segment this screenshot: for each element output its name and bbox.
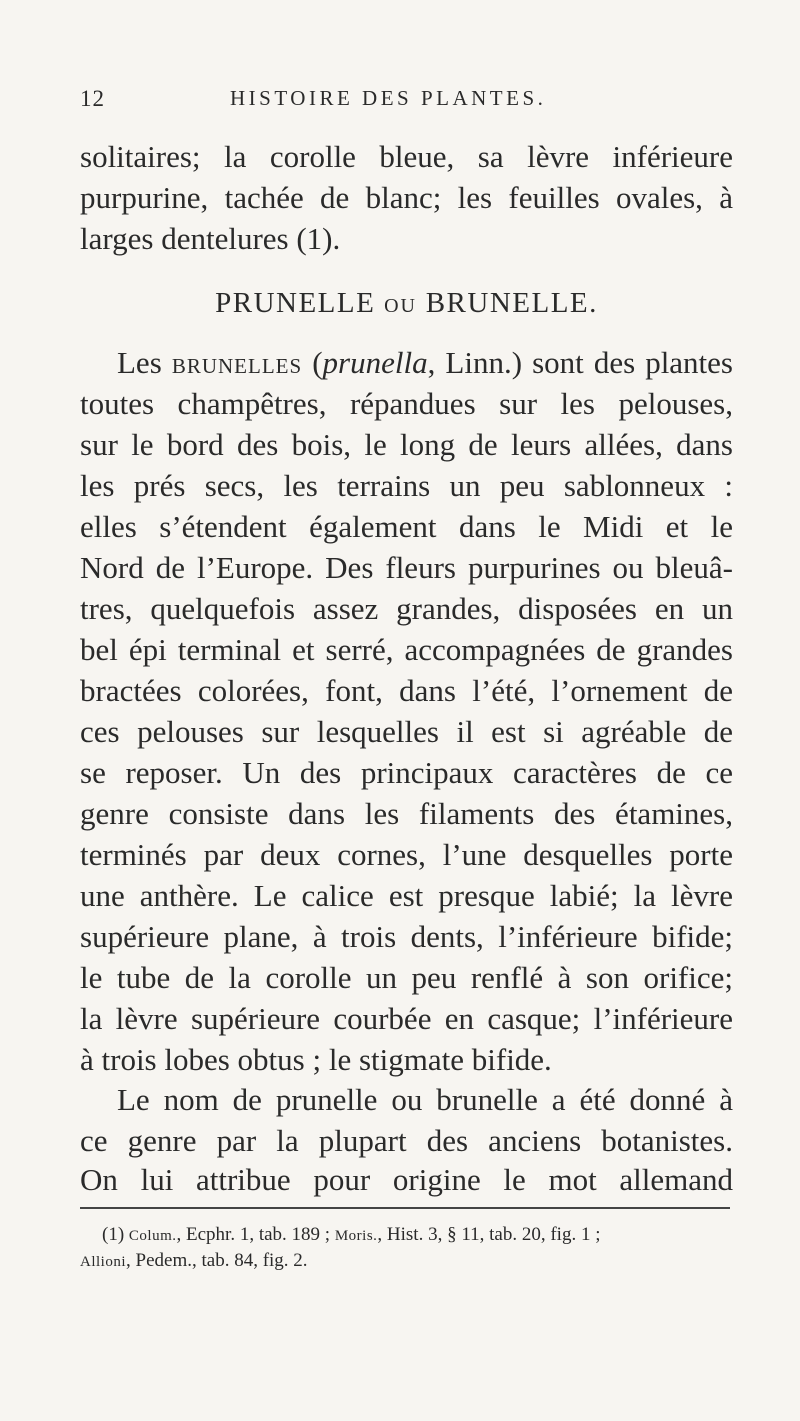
main-line-1-rest: , Linn.) sont des plantes: [427, 345, 733, 380]
main-line-5: elles s’étendent également dans le Midi et le: [80, 509, 733, 544]
footnote-ref-3: , Pedem., tab. 84, fig. 2.: [126, 1250, 308, 1271]
intro-line-2: purpurine, tachée de blanc; les feuilles ovales, à: [80, 180, 733, 215]
main-line-6: Nord de l’Europe. Des fleurs purpurines ou bleuâ-: [80, 550, 733, 585]
main-line-11: se reposer. Un des principaux caractères de ce: [80, 755, 733, 790]
main-line-1: [80, 343, 733, 383]
footnote-ref-1: , Ecphr. 1, tab. 189 ;: [176, 1224, 335, 1245]
footnote-ref-2: , Hist. 3, § 11, tab. 20, fig. 1 ;: [377, 1224, 601, 1245]
main-line-9: bractées colorées, font, dans l’été, l’ornement de: [80, 673, 733, 708]
footnote-author-columella: Colum.: [128, 1228, 177, 1244]
main-line-14: une anthère. Le calice est presque labié; la lèvre: [80, 878, 733, 913]
genus-latin-italic: prunella: [322, 345, 428, 380]
heading-part-2: BRUNELLE.: [425, 287, 598, 319]
main-line-1-paren: (: [302, 345, 323, 380]
footnote-line-1: [80, 1222, 733, 1249]
intro-line-3: larges dentelures (1).: [80, 221, 341, 256]
heading-part-1: PRUNELLE: [215, 287, 376, 319]
name-line-2: ce genre par la plupart des anciens botanistes.: [80, 1123, 733, 1158]
main-line-10: ces pelouses sur lesquelles il est si agréable de: [80, 714, 733, 749]
main-line-1-lead: Les: [117, 345, 172, 380]
main-line-3: sur le bord des bois, le long de leurs allées, dans: [80, 427, 733, 462]
page-number: 12: [80, 86, 105, 111]
main-line-16: le tube de la corolle un peu renflé à son orifice;: [80, 960, 733, 995]
section-heading: [80, 283, 733, 326]
main-line-12: genre consiste dans les filaments des étamines,: [80, 796, 733, 831]
genus-smallcaps: BRUNELLES: [171, 354, 303, 378]
main-line-15: supérieure plane, à trois dents, l’inférieure bifide;: [80, 919, 733, 954]
footnote-author-allioni: Allioni: [80, 1254, 127, 1270]
running-head: [80, 86, 730, 116]
name-line-1: Le nom de prunelle ou brunelle a été donné à: [117, 1082, 733, 1117]
footnote-rule: [80, 1207, 730, 1209]
intro-line-1: solitaires; la corolle bleue, sa lèvre inférieure: [80, 139, 733, 174]
heading-connector: OU: [384, 295, 417, 317]
running-head-title: HISTOIRE DES PLANTES.: [230, 86, 547, 110]
main-line-2: toutes champêtres, répandues sur les pelouses,: [80, 386, 733, 421]
footnote-line-2: [80, 1248, 733, 1275]
footnote-author-moris: Moris.: [334, 1228, 378, 1244]
main-line-13: terminés par deux cornes, l’une desquelles porte: [80, 837, 733, 872]
main-line-18: à trois lobes obtus ; le stigmate bifide.: [80, 1042, 552, 1077]
main-line-4: les prés secs, les terrains un peu sablonneux :: [80, 468, 733, 503]
main-line-7: tres, quelquefois assez grandes, disposées en un: [80, 591, 733, 626]
main-line-17: la lèvre supérieure courbée en casque; l’inférieure: [80, 1001, 733, 1036]
footnote-marker: (1): [102, 1224, 129, 1245]
main-line-8: bel épi terminal et serré, accompagnées de grandes: [80, 632, 733, 667]
name-line-3: On lui attribue pour origine le mot allemand: [80, 1162, 733, 1197]
